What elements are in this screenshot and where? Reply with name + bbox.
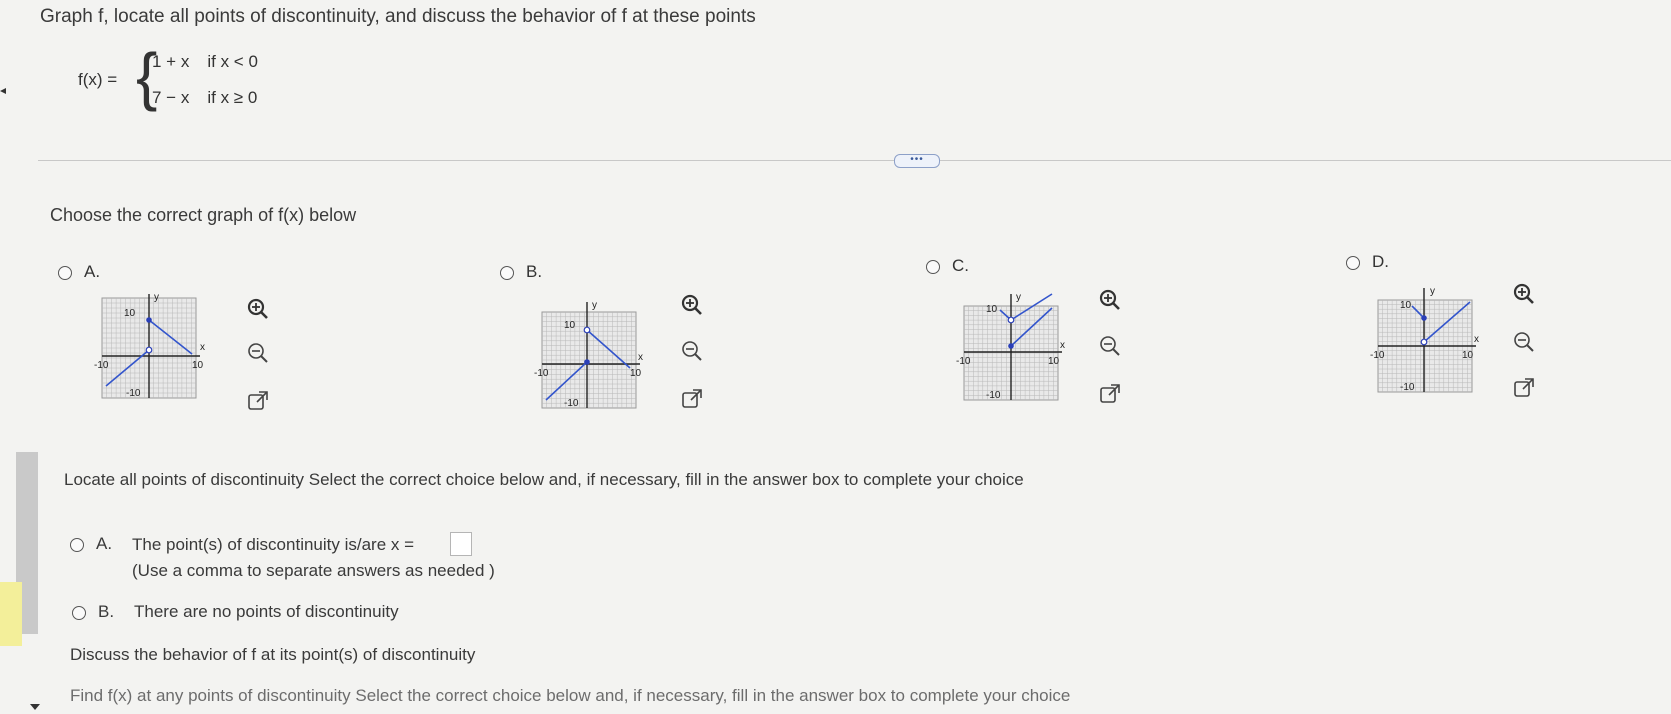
graph-c-x-label: x [1060, 340, 1065, 351]
graph-b-external-link-icon[interactable] [680, 387, 704, 411]
graph-option-b-radio[interactable] [500, 266, 514, 280]
graph-c-zoom-in-icon[interactable] [1098, 288, 1122, 312]
graph-d-external-link-icon[interactable] [1512, 376, 1536, 400]
graph-a-zoom-in-icon[interactable] [246, 297, 270, 321]
graph-a-y-label: y [154, 292, 159, 303]
graph-option-d-radio[interactable] [1346, 256, 1360, 270]
discontinuity-choice-b-letter: B. [98, 602, 115, 621]
graph-b-zoom-out-icon[interactable] [680, 339, 704, 363]
graph-d-ymin-label: -10 [1400, 382, 1415, 393]
case-2-cond: if x ≥ 0 [207, 88, 258, 107]
graph-d-xmin-label: -10 [1370, 350, 1385, 361]
case-1 [152, 52, 258, 72]
case-2 [152, 88, 257, 108]
graph-a-open-point [146, 347, 152, 353]
function-lhs: f(x) = [78, 70, 118, 89]
graph-c-zoom-out-icon[interactable] [1098, 334, 1122, 358]
divider-handle[interactable]: ••• [894, 154, 940, 168]
graph-option-c-label: C. [952, 256, 969, 275]
question-prompt: Graph f, locate all points of discontinuity, and discuss the behavior of f at these points [40, 6, 756, 27]
section-divider [38, 160, 1671, 161]
graph-d-ymax-label: 10 [1400, 300, 1412, 311]
graph-option-b-label: B. [526, 262, 543, 281]
graph-option-c-radio[interactable] [926, 260, 940, 274]
graph-d-zoom-in-icon[interactable] [1512, 282, 1536, 306]
graph-c-xmax-label: 10 [1048, 356, 1060, 367]
graph-b-ymin-label: -10 [564, 398, 579, 409]
case-1-expr: 1 + x [152, 52, 190, 71]
graph-b-zoom-in-icon[interactable] [680, 293, 704, 317]
graph-a-xmin-label: -10 [94, 360, 109, 371]
graph-c-y-label: y [1016, 292, 1021, 303]
graph-b-x-label: x [638, 352, 643, 363]
collapse-arrow-icon[interactable] [0, 88, 6, 94]
graph-option-a [94, 292, 204, 404]
graph-b-xmin-label: -10 [534, 368, 549, 379]
graph-option-b [534, 298, 644, 410]
graph-option-a-radio[interactable] [58, 266, 72, 280]
part2-instruction: Locate all points of discontinuity Select the correct choice below and, if necessary, fill in the answer box to complete your choice [64, 470, 1024, 489]
graph-d-y-label: y [1430, 286, 1435, 297]
graph-a-closed-point [146, 317, 152, 323]
graph-a-external-link-icon[interactable] [246, 389, 270, 413]
graph-c-ymin-label: -10 [986, 390, 1001, 401]
graph-a-zoom-out-icon[interactable] [246, 341, 270, 365]
highlight-marker [0, 582, 22, 646]
graph-option-c [956, 290, 1066, 402]
graph-c-closed-point [1008, 343, 1014, 349]
brace-icon: { [136, 40, 158, 112]
graph-a-ymax-label: 10 [124, 308, 136, 319]
graph-b-xmax-label: 10 [630, 368, 642, 379]
graph-option-d-label: D. [1372, 252, 1389, 271]
graph-option-a-label: A. [84, 262, 101, 281]
graph-c-ymax-label: 10 [986, 304, 998, 315]
graph-c-external-link-icon[interactable] [1098, 382, 1122, 406]
discontinuity-choice-a-letter: A. [96, 534, 113, 553]
graph-a-ymin-label: -10 [126, 388, 141, 399]
graph-b-y-label: y [592, 300, 597, 311]
graph-d-xmax-label: 10 [1462, 350, 1474, 361]
graph-a-x-label: x [200, 342, 205, 353]
graph-d-closed-point [1421, 315, 1427, 321]
discontinuity-choice-a-hint: (Use a comma to separate answers as needed ) [132, 561, 495, 580]
graph-b-open-point [584, 327, 590, 333]
discontinuity-choice-a-radio[interactable] [70, 538, 84, 552]
discontinuity-choice-a-text: The point(s) of discontinuity is/are x = [132, 535, 415, 554]
case-1-cond: if x < 0 [207, 52, 258, 71]
part3-cut-text: Find f(x) at any points of discontinuity Select the correct choice below and, if necessary, fill in the answer box to complete your choice [70, 686, 1071, 705]
discontinuity-choice-b-text: There are no points of discontinuity [134, 602, 399, 621]
graph-b-closed-point [584, 359, 590, 365]
graph-d-zoom-out-icon[interactable] [1512, 330, 1536, 354]
graph-c-open-point [1008, 317, 1014, 323]
graph-option-d [1370, 284, 1480, 396]
graph-d-open-point [1421, 339, 1427, 345]
graph-d-x-label: x [1474, 334, 1479, 345]
case-2-expr: 7 − x [152, 88, 190, 107]
graph-c-xmin-label: -10 [956, 356, 971, 367]
part3-instruction: Discuss the behavior of f at its point(s) of discontinuity [70, 645, 476, 664]
part1-instruction: Choose the correct graph of f(x) below [50, 205, 357, 225]
discontinuity-choice-b-radio[interactable] [72, 606, 86, 620]
graph-b-ymax-label: 10 [564, 320, 576, 331]
discontinuity-answer-box[interactable] [450, 532, 472, 556]
graph-a-xmax-label: 10 [192, 360, 204, 371]
scroll-down-arrow-icon[interactable] [30, 704, 40, 710]
